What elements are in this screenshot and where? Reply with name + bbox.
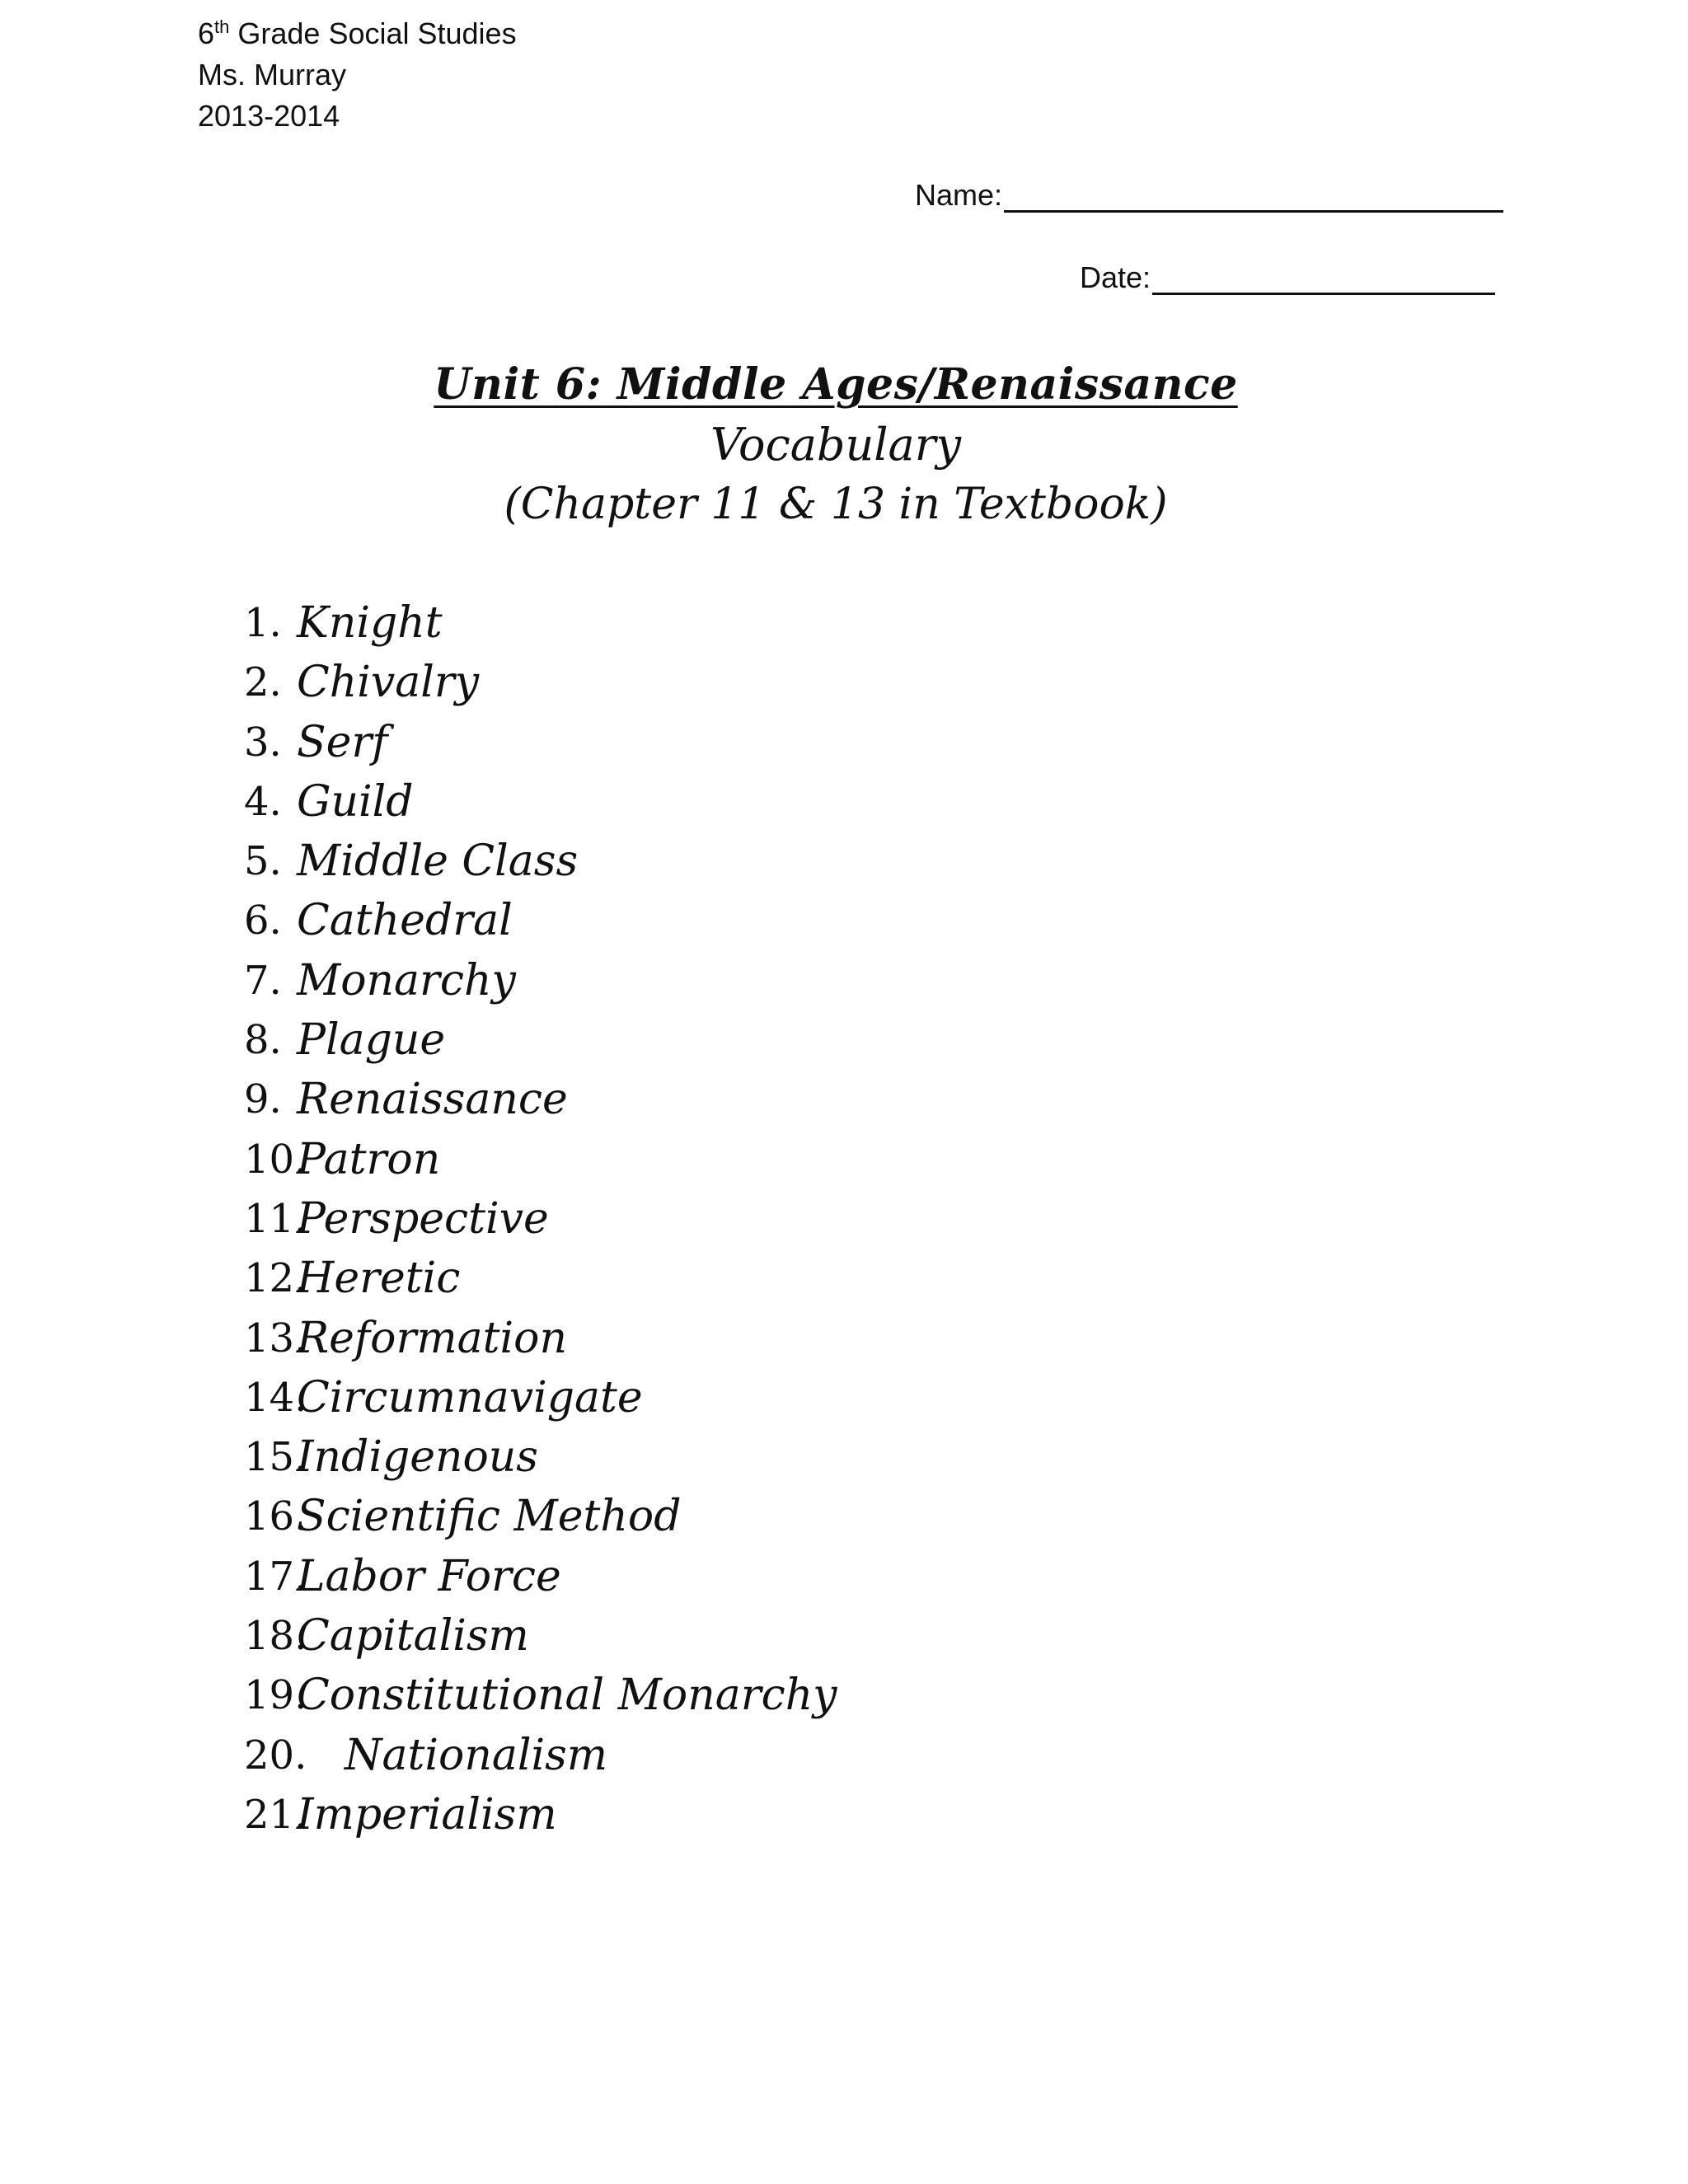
vocab-term: Middle Class — [297, 837, 579, 887]
list-item — [244, 653, 837, 712]
item-number: 3. — [244, 719, 282, 766]
vocab-term: Knight — [297, 598, 443, 648]
vocabulary-subtitle: Vocabulary — [710, 419, 962, 471]
vocab-term: Imperialism — [297, 1789, 557, 1840]
list-item — [244, 951, 837, 1010]
course-line — [198, 13, 517, 54]
list-item — [244, 1547, 837, 1606]
vocab-term: Cathedral — [297, 896, 513, 946]
list-item — [244, 1309, 837, 1368]
course-name: Grade Social Studies — [229, 16, 517, 50]
list-item — [244, 1070, 837, 1129]
item-number: 18. — [244, 1613, 307, 1660]
school-year: 2013-2014 — [198, 99, 340, 133]
list-item — [244, 593, 837, 653]
vocab-term: Plague — [297, 1015, 446, 1066]
vocab-term: Perspective — [297, 1193, 549, 1244]
item-number: 16. — [244, 1493, 307, 1540]
chapter-reference: (Chapter 11 & 13 in Textbook) — [504, 480, 1168, 529]
item-number: 2. — [244, 659, 282, 706]
list-item — [244, 1427, 837, 1487]
item-number: 21. — [244, 1791, 307, 1838]
vocab-term: Guild — [297, 776, 414, 827]
vocab-term: Chivalry — [297, 658, 480, 708]
item-number: 20. — [244, 1732, 307, 1779]
vocab-term: Nationalism — [345, 1730, 608, 1780]
vocab-term: Reformation — [297, 1313, 567, 1363]
vocab-term: Indigenous — [297, 1432, 538, 1483]
list-item — [244, 772, 837, 832]
item-number: 9. — [244, 1076, 282, 1123]
item-number: 14. — [244, 1374, 307, 1421]
item-number: 6. — [244, 898, 282, 944]
vocab-term: Constitutional Monarchy — [297, 1671, 837, 1721]
list-item — [244, 1606, 837, 1666]
item-number: 10. — [244, 1136, 307, 1183]
vocab-term: Circumnavigate — [297, 1372, 643, 1422]
item-number: 17. — [244, 1553, 307, 1600]
item-number: 5. — [244, 838, 282, 885]
date-label: Date: — [1080, 260, 1151, 294]
item-number: 13. — [244, 1315, 307, 1361]
date-field[interactable] — [1080, 260, 1495, 295]
vocab-term: Renaissance — [297, 1075, 568, 1125]
list-item — [244, 713, 837, 772]
item-number: 12. — [244, 1255, 307, 1302]
list-item — [244, 1249, 837, 1308]
name-field[interactable] — [915, 178, 1503, 213]
item-number: 8. — [244, 1017, 282, 1064]
item-number: 1. — [244, 600, 282, 646]
item-number: 15. — [244, 1434, 307, 1481]
grade-suffix: th — [214, 16, 230, 37]
list-item — [244, 1666, 837, 1725]
item-number: 19. — [244, 1672, 307, 1719]
list-item — [244, 1189, 837, 1249]
list-item — [244, 1368, 837, 1427]
item-number: 4. — [244, 778, 282, 825]
list-item — [244, 1726, 837, 1785]
vocab-term: Patron — [297, 1134, 441, 1184]
list-item — [244, 1130, 837, 1189]
teacher-name: Ms. Murray — [198, 58, 346, 91]
vocab-term: Scientific Method — [297, 1492, 682, 1542]
grade-number: 6 — [198, 16, 215, 50]
date-blank-line[interactable] — [1152, 263, 1495, 295]
item-number: 11. — [244, 1195, 307, 1242]
vocab-term: Capitalism — [297, 1611, 529, 1661]
vocab-term: Heretic — [297, 1254, 461, 1304]
name-blank-line[interactable] — [1004, 180, 1503, 213]
list-item — [244, 1010, 837, 1070]
teacher-info-block — [198, 13, 517, 137]
list-item — [244, 832, 837, 891]
unit-title: Unit 6: Middle Ages/Renaissance — [434, 359, 1238, 410]
vocab-term: Labor Force — [297, 1551, 561, 1601]
list-item — [244, 1487, 837, 1546]
item-number: 7. — [244, 957, 282, 1004]
list-item — [244, 891, 837, 950]
vocabulary-list — [244, 593, 837, 1844]
title-block — [0, 354, 1672, 534]
list-item — [244, 1785, 837, 1844]
name-label: Name: — [915, 178, 1003, 212]
vocab-term: Monarchy — [297, 955, 516, 1005]
vocab-term: Serf — [297, 717, 388, 767]
